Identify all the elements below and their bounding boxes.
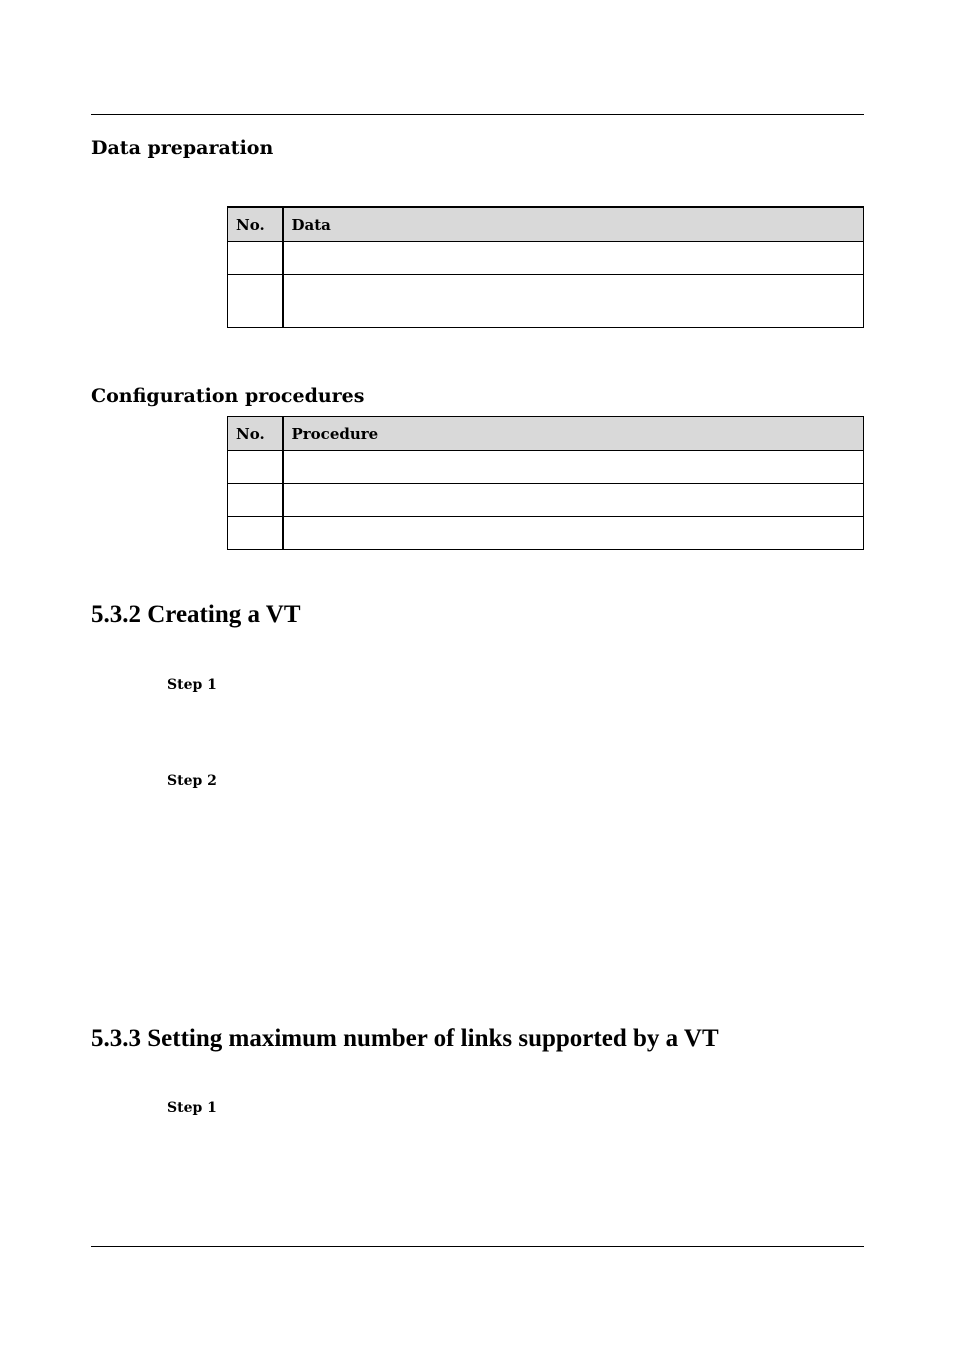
table-row xyxy=(228,242,864,275)
table-cell-no xyxy=(228,275,283,328)
table-cell-procedure xyxy=(283,451,864,484)
table-header-row xyxy=(228,417,864,451)
step-label: Step 1 xyxy=(167,1100,217,1116)
table-row xyxy=(228,517,864,550)
column-header-no: No. xyxy=(228,207,283,242)
configuration-procedures-heading: Configuration procedures xyxy=(91,385,365,407)
configuration-procedures-table xyxy=(227,416,864,550)
column-header-data: Data xyxy=(283,207,864,242)
data-preparation-table xyxy=(227,206,864,328)
table-cell-procedure xyxy=(283,484,864,517)
data-preparation-heading: Data preparation xyxy=(91,137,274,159)
table-row xyxy=(228,484,864,517)
max-links-heading: 5.3.3 Setting maximum number of links supported by a VT xyxy=(91,1025,719,1052)
table-header-row xyxy=(228,207,864,242)
step-label: Step 2 xyxy=(167,773,217,789)
table-row xyxy=(228,275,864,328)
table-cell-data xyxy=(283,242,864,275)
column-header-procedure: Procedure xyxy=(283,417,864,451)
table-cell-no xyxy=(228,451,283,484)
column-header-no: No. xyxy=(228,417,283,451)
table-row xyxy=(228,451,864,484)
table-cell-data xyxy=(283,275,864,328)
table-cell-no xyxy=(228,517,283,550)
step-label: Step 1 xyxy=(167,677,217,693)
table-cell-no xyxy=(228,242,283,275)
creating-vt-heading: 5.3.2 Creating a VT xyxy=(91,601,301,628)
table-cell-procedure xyxy=(283,517,864,550)
table-cell-no xyxy=(228,484,283,517)
footer-rule xyxy=(91,1246,864,1247)
header-rule xyxy=(91,114,864,115)
